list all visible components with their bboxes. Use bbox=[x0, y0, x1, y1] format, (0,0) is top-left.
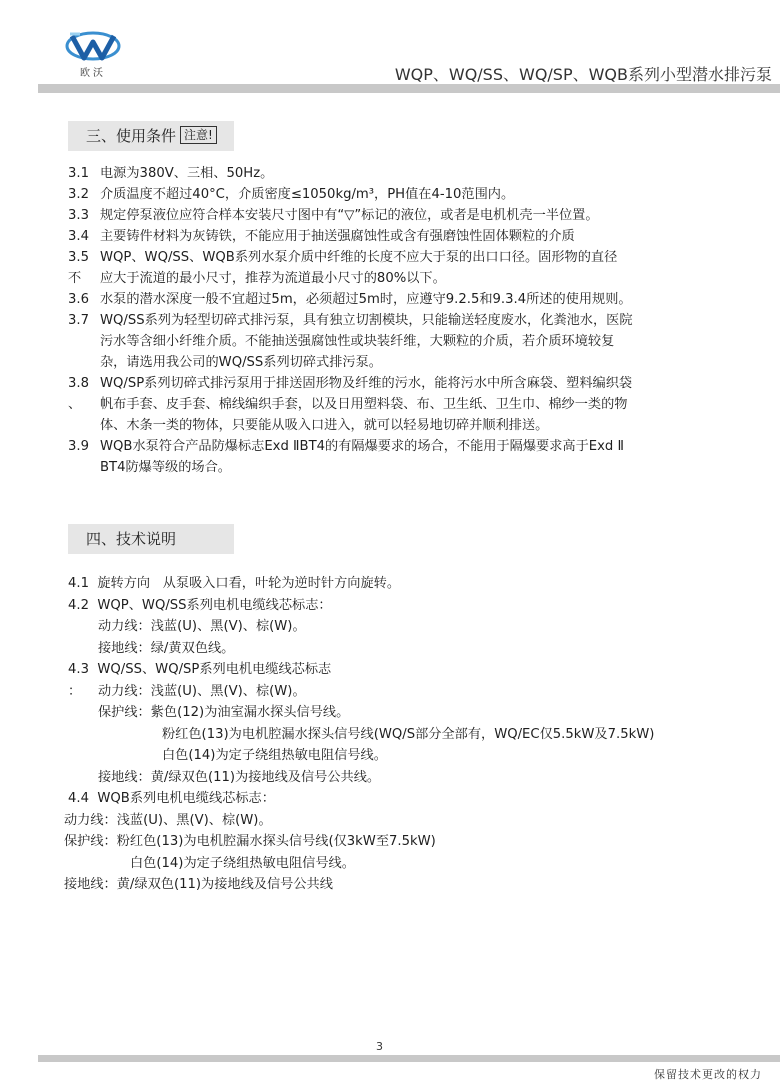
document-title: WQP、WQ/SS、WQ/SP、WQB系列小型潜水排污泵 bbox=[394, 65, 772, 84]
spec-line: 动力线：浅蓝(U)、黑(V)、棕(W)。 bbox=[98, 683, 306, 699]
logo-text: 欧沃 bbox=[80, 68, 106, 79]
footer-note: 保留技术更改的权力 bbox=[654, 1068, 762, 1081]
list-item bbox=[68, 226, 768, 247]
spec-line: 4.1 旋转方向 从泵吸入口看，叶轮为逆时针方向旋转。 bbox=[68, 576, 401, 591]
item-text: 杂，请选用我公司的WQ/SS系列切碎式排污泵。 bbox=[100, 355, 382, 370]
item-text: BT4防爆等级的场合。 bbox=[100, 460, 231, 475]
section-4-body bbox=[64, 573, 768, 896]
spec-line: 4.4 WQB系列电机电缆线芯标志： bbox=[68, 791, 275, 806]
item-number: 3.6 bbox=[68, 292, 89, 307]
spec-line: 接地线：黄/绿双色(11)为接地线及信号公共线 bbox=[64, 877, 333, 892]
list-item bbox=[68, 436, 768, 478]
section-4-heading bbox=[68, 524, 234, 554]
item-text: 帆布手套、皮手套、棉线编织手套，以及日用塑料袋、布、卫生纸、卫生巾、棉纱一类的物 bbox=[100, 397, 628, 412]
logo-icon bbox=[62, 28, 124, 64]
section-3-heading bbox=[68, 121, 234, 151]
item-continuation-mark: 不 bbox=[68, 271, 82, 286]
header-rule bbox=[38, 84, 780, 93]
item-number: 3.5 bbox=[68, 250, 89, 265]
spec-line: 4.3 WQ/SS、WQ/SP系列电机电缆线芯标志 bbox=[68, 662, 332, 677]
item-text: 水泵的潜水深度一般不宜超过5m，必须超过5m时，应遵守9.2.5和9.3.4所述的使用规则。 bbox=[100, 292, 632, 307]
note-badge: 注意! bbox=[180, 126, 217, 144]
item-text: 电源为380V、三相、50Hz。 bbox=[100, 166, 274, 181]
item-number: 3.4 bbox=[68, 229, 89, 244]
item-number: 3.3 bbox=[68, 208, 89, 223]
list-item bbox=[68, 373, 768, 436]
item-number: 3.1 bbox=[68, 166, 89, 181]
section-3-title: 三、使用条件 bbox=[86, 127, 177, 145]
spec-line: 白色(14)为定子绕组热敏电阻信号线。 bbox=[130, 855, 355, 871]
item-continuation-mark: 、 bbox=[68, 397, 82, 412]
spec-line-lead: ： bbox=[68, 683, 82, 699]
item-text: 介质温度不超过40°C，介质密度≤1050kg/m³，PH值在4-10范围内。 bbox=[100, 187, 515, 202]
footer-rule bbox=[38, 1055, 780, 1062]
item-text: WQ/SS系列为轻型切碎式排污泵，具有独立切割模块，只能输送轻度废水，化粪池水，医院 bbox=[100, 313, 633, 328]
section-3-body bbox=[68, 163, 768, 478]
list-item bbox=[68, 184, 768, 205]
item-text: 应大于流道的最小尺寸，推荐为流道最小尺寸的80%以下。 bbox=[100, 271, 446, 286]
spec-line: 接地线：黄/绿双色(11)为接地线及信号公共线。 bbox=[98, 769, 381, 785]
list-item bbox=[68, 289, 768, 310]
item-number: 3.9 bbox=[68, 439, 89, 454]
company-logo bbox=[62, 28, 124, 79]
item-text: 主要铸件材料为灰铸铁，不能应用于抽送强腐蚀性或含有强磨蚀性固体颗粒的介质 bbox=[100, 229, 575, 244]
item-number: 3.2 bbox=[68, 187, 89, 202]
item-text: WQ/SP系列切碎式排污泵用于排送固形物及纤维的污水，能将污水中所含麻袋、塑料编织袋 bbox=[100, 376, 633, 391]
spec-line: 动力线：浅蓝(U)、黑(V)、棕(W)。 bbox=[64, 812, 272, 828]
spec-line: 粉红色(13)为电机腔漏水探头信号线(WQ/S部分全部有，WQ/EC仅5.5kW及7.5kW) bbox=[162, 726, 655, 742]
spec-line: 4.2 WQP、WQ/SS系列电机电缆线芯标志： bbox=[68, 597, 332, 613]
item-number: 3.7 bbox=[68, 313, 89, 328]
list-item bbox=[68, 205, 768, 226]
spec-line: 保护线：紫色(12)为油室漏水探头信号线。 bbox=[98, 705, 350, 720]
item-number: 3.8 bbox=[68, 376, 89, 391]
list-item bbox=[68, 247, 768, 289]
spec-line: 白色(14)为定子绕组热敏电阻信号线。 bbox=[162, 748, 387, 763]
list-item bbox=[68, 310, 768, 373]
item-text: 规定停泵液位应符合样本安装尺寸图中有“▽”标记的液位，或者是电机机壳一半位置。 bbox=[100, 208, 599, 223]
list-item bbox=[68, 163, 768, 184]
item-text: 污水等含细小纤维介质。不能抽送强腐蚀性或块装纤维，大颗粒的介质，若介质环境较复 bbox=[100, 334, 615, 349]
spec-line: 动力线：浅蓝(U)、黑(V)、棕(W)。 bbox=[98, 619, 306, 634]
item-text: 体、木条一类的物体，只要能从吸入口进入，就可以轻易地切碎并顺利排送。 bbox=[100, 418, 549, 433]
spec-line: 保护线：粉红色(13)为电机腔漏水探头信号线(仅3kW至7.5kW) bbox=[64, 834, 436, 849]
item-text: WQP、WQ/SS、WQB系列水泵介质中纤维的长度不应大于泵的出口口径。固形物的直径 bbox=[100, 250, 618, 265]
page-number: 3 bbox=[376, 1040, 383, 1053]
item-text: WQB水泵符合产品防爆标志Exd ⅡBT4的有隔爆要求的场合，不能用于隔爆要求高于Exd Ⅱ bbox=[100, 439, 624, 454]
section-4-title: 四、技术说明 bbox=[86, 530, 177, 548]
spec-line: 接地线：绿/黄双色线。 bbox=[98, 640, 235, 656]
